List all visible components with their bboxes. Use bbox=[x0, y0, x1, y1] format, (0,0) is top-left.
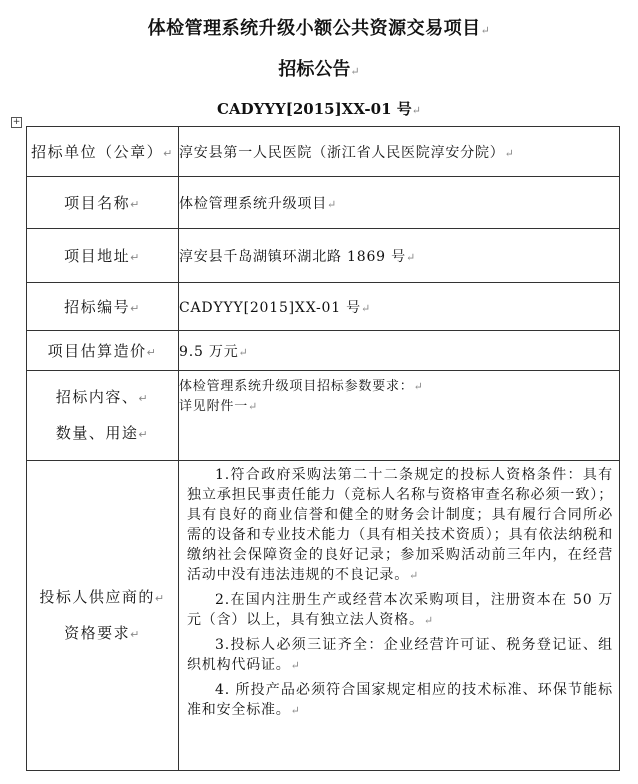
row-label-bidder: 招标单位（公章）↵ bbox=[27, 127, 179, 177]
qualification-item: 2.在国内注册生产或经营本次采购项目，注册资本在 50 万元（含）以上，具有独立法人资格。↵ bbox=[187, 592, 613, 628]
paragraph-mark-icon: ↵ bbox=[411, 104, 421, 117]
qualification-item: 4. 所投产品必须符合国家规定相应的技术标准、环保节能标准和安全标准。↵ bbox=[187, 682, 613, 718]
paragraph-mark-icon: ↵ bbox=[480, 24, 491, 37]
table-row bbox=[27, 461, 620, 771]
table-move-handle-icon[interactable]: + bbox=[12, 117, 21, 127]
row-label-tender-number: 招标编号↵ bbox=[27, 283, 179, 331]
tender-info-table bbox=[26, 126, 620, 771]
row-value-estimated-cost: 9.5 万元↵ bbox=[179, 331, 620, 371]
document-number-text: CADYYY[2015]XX-01 号 bbox=[217, 100, 412, 118]
qualification-item: 3.投标人必须三证齐全：企业经营许可证、税务登记证、组织机构代码证。↵ bbox=[187, 637, 613, 673]
table-row bbox=[27, 371, 620, 461]
paragraph-mark-icon: ↵ bbox=[350, 65, 360, 78]
table-row bbox=[27, 127, 620, 177]
row-label-project-address: 项目地址↵ bbox=[27, 229, 179, 283]
row-label-project-name: 项目名称↵ bbox=[27, 177, 179, 229]
qualification-item: 1.符合政府采购法第二十二条规定的投标人资格条件：具有独立承担民事责任能力（竞标人名称与资格审查名称必须一致）；具有良好的商业信誉和健全的财务会计制度；具有履行合同所必需的设备和专业技术能力（具有相关技术资质）；具有依法纳税和缴纳社会保障资金的良好记录；参加采购活动前三年内，在经营活动中没有违法违规的不良记录。↵ bbox=[187, 467, 613, 583]
table-row bbox=[27, 283, 620, 331]
row-value-project-address: 淳安县千岛湖镇环湖北路 1869 号↵ bbox=[179, 229, 620, 283]
document-number bbox=[0, 98, 638, 119]
row-value-project-name: 体检管理系统升级项目↵ bbox=[179, 177, 620, 229]
row-label-estimated-cost: 项目估算造价↵ bbox=[27, 331, 179, 371]
row-value-content: 体检管理系统升级项目招标参数要求：↵ 详见附件一↵ bbox=[179, 371, 620, 461]
row-label-content: 招标内容、↵ 数量、用途↵ bbox=[27, 371, 179, 461]
title-text: 体检管理系统升级小额公共资源交易项目 bbox=[147, 18, 481, 39]
row-value-bidder: 淳安县第一人民医院（浙江省人民医院淳安分院）↵ bbox=[179, 127, 620, 177]
subtitle-text: 招标公告 bbox=[278, 59, 351, 80]
row-value-qualification bbox=[179, 461, 620, 771]
row-label-qualification: 投标人供应商的↵ 资格要求↵ bbox=[27, 461, 179, 771]
document-subtitle bbox=[0, 55, 638, 81]
row-value-tender-number: CADYYY[2015]XX-01 号↵ bbox=[179, 283, 620, 331]
table-row bbox=[27, 177, 620, 229]
table-row bbox=[27, 331, 620, 371]
table-row bbox=[27, 229, 620, 283]
document-title bbox=[0, 14, 638, 40]
